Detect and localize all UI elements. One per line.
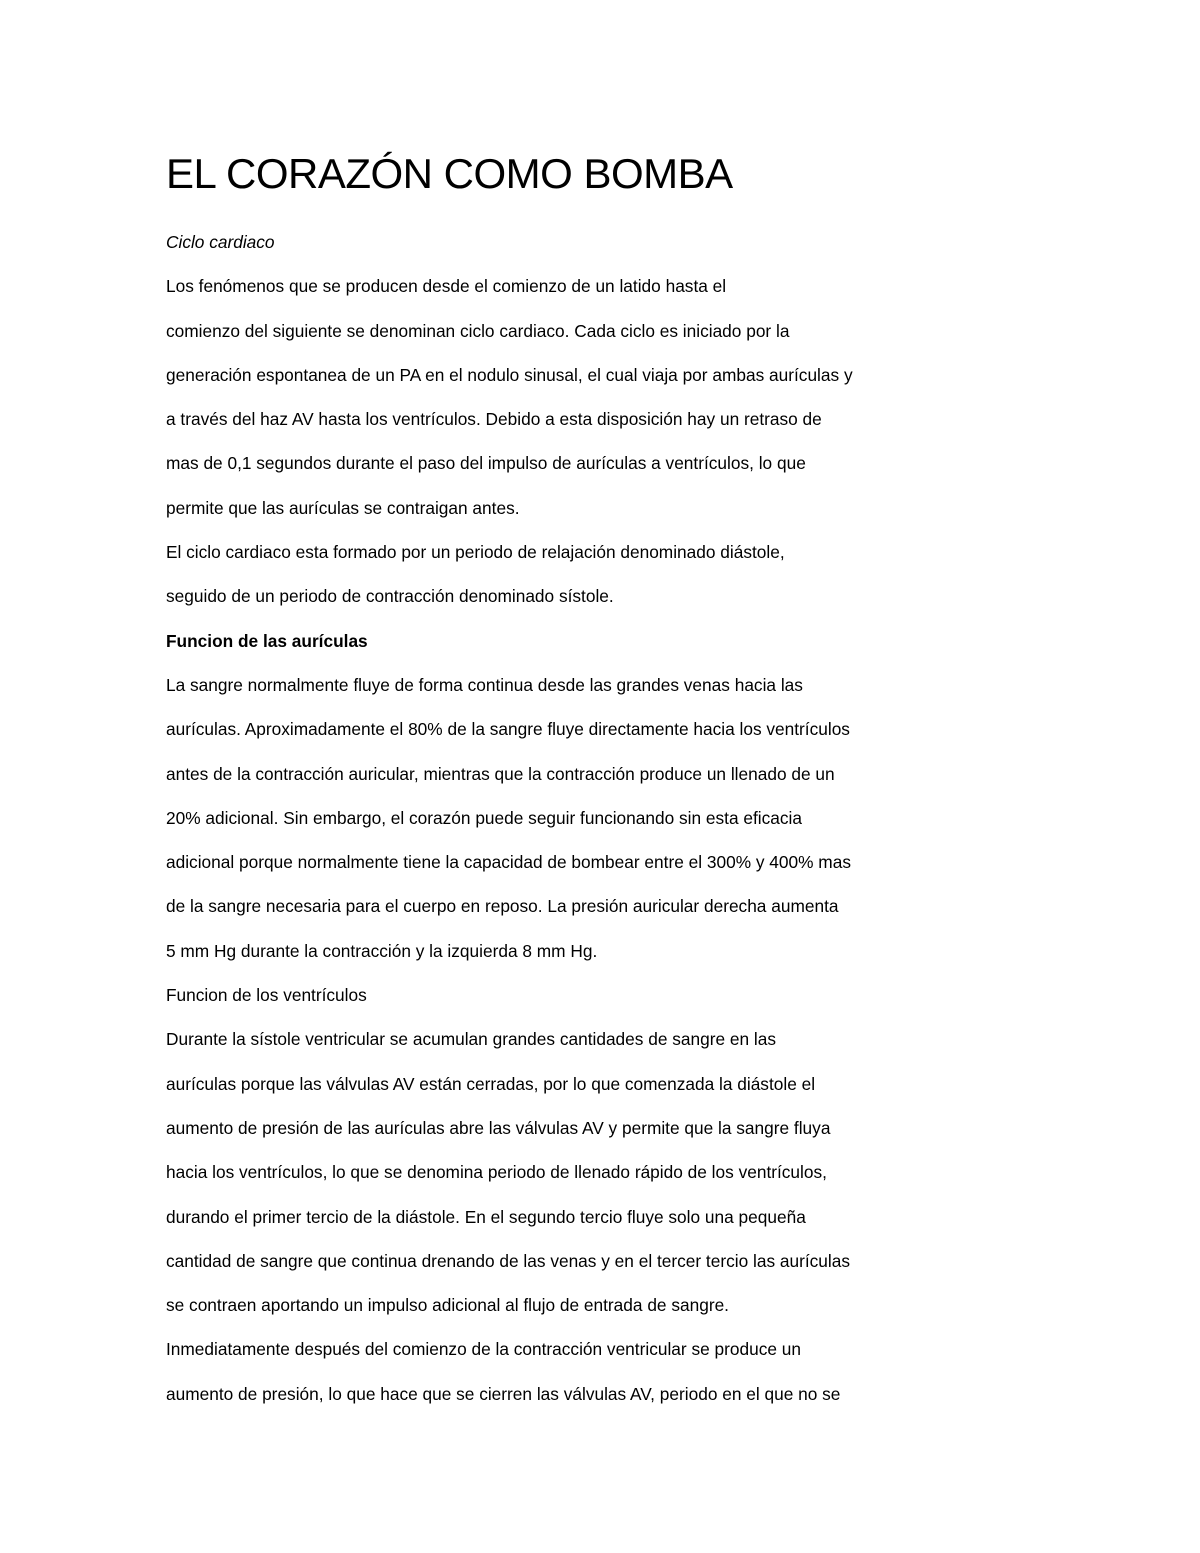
paragraph-line: 20% adicional. Sin embargo, el corazón puede seguir funcionando sin esta eficacia	[166, 807, 802, 828]
paragraph-line: se contraen aportando un impulso adicional al flujo de entrada de sangre.	[166, 1295, 729, 1316]
paragraph-line: Inmediatamente después del comienzo de la contracción ventricular se produce un	[166, 1339, 801, 1360]
paragraph-line: Durante la sístole ventricular se acumulan grandes cantidades de sangre en las	[166, 1029, 776, 1050]
paragraph-line: a través del haz AV hasta los ventrículos. Debido a esta disposición hay un retraso de	[166, 409, 822, 430]
paragraph-line: aurículas. Aproximadamente el 80% de la sangre fluye directamente hacia los ventrículos	[166, 719, 850, 740]
paragraph-line: cantidad de sangre que continua drenando de las venas y en el tercer tercio las aurículas	[166, 1250, 851, 1271]
paragraph-line: Los fenómenos que se producen desde el comienzo de un latido hasta el	[166, 276, 727, 297]
section-heading: Ciclo cardiaco	[166, 232, 275, 252]
paragraph-line: La sangre normalmente fluye de forma continua desde las grandes venas hacia las	[166, 674, 803, 695]
paragraph-line: aumento de presión, lo que hace que se cierren las válvulas AV, periodo en el que no se	[166, 1383, 841, 1404]
paragraph-line: generación espontanea de un PA en el nodulo sinusal, el cual viaja por ambas aurículas y	[166, 364, 853, 385]
paragraph-line: permite que las aurículas se contraigan antes.	[166, 497, 520, 518]
document-title: EL CORAZÓN COMO BOMBA	[166, 150, 733, 197]
paragraph-line: durando el primer tercio de la diástole. En el segundo tercio fluye solo una pequeña	[166, 1206, 806, 1227]
document-body	[166, 148, 966, 1416]
paragraph-line: aumento de presión de las aurículas abre las válvulas AV y permite que la sangre fluya	[166, 1117, 831, 1138]
paragraph-line: 5 mm Hg durante la contracción y la izquierda 8 mm Hg.	[166, 940, 598, 961]
paragraph-line: comienzo del siguiente se denominan ciclo cardiaco. Cada ciclo es iniciado por la	[166, 320, 790, 341]
paragraph-line: mas de 0,1 segundos durante el paso del impulso de aurículas a ventrículos, lo que	[166, 453, 806, 474]
section-heading: Funcion de las aurículas	[166, 630, 368, 651]
paragraph-line: antes de la contracción auricular, mientras que la contracción produce un llenado de un	[166, 763, 835, 784]
document-lines	[166, 220, 966, 1416]
paragraph-line: hacia los ventrículos, lo que se denomina periodo de llenado rápido de los ventrículos,	[166, 1162, 827, 1183]
paragraph-line: aurículas porque las válvulas AV están cerradas, por lo que comenzada la diástole el	[166, 1073, 816, 1094]
paragraph-line: de la sangre necesaria para el cuerpo en reposo. La presión auricular derecha aumenta	[166, 896, 839, 917]
paragraph-line: seguido de un periodo de contracción denominado sístole.	[166, 586, 614, 607]
paragraph-line: El ciclo cardiaco esta formado por un periodo de relajación denominado diástole,	[166, 542, 785, 563]
section-heading: Funcion de los ventrículos	[166, 985, 367, 1006]
paragraph-line: adicional porque normalmente tiene la capacidad de bombear entre el 300% y 400% mas	[166, 852, 851, 873]
